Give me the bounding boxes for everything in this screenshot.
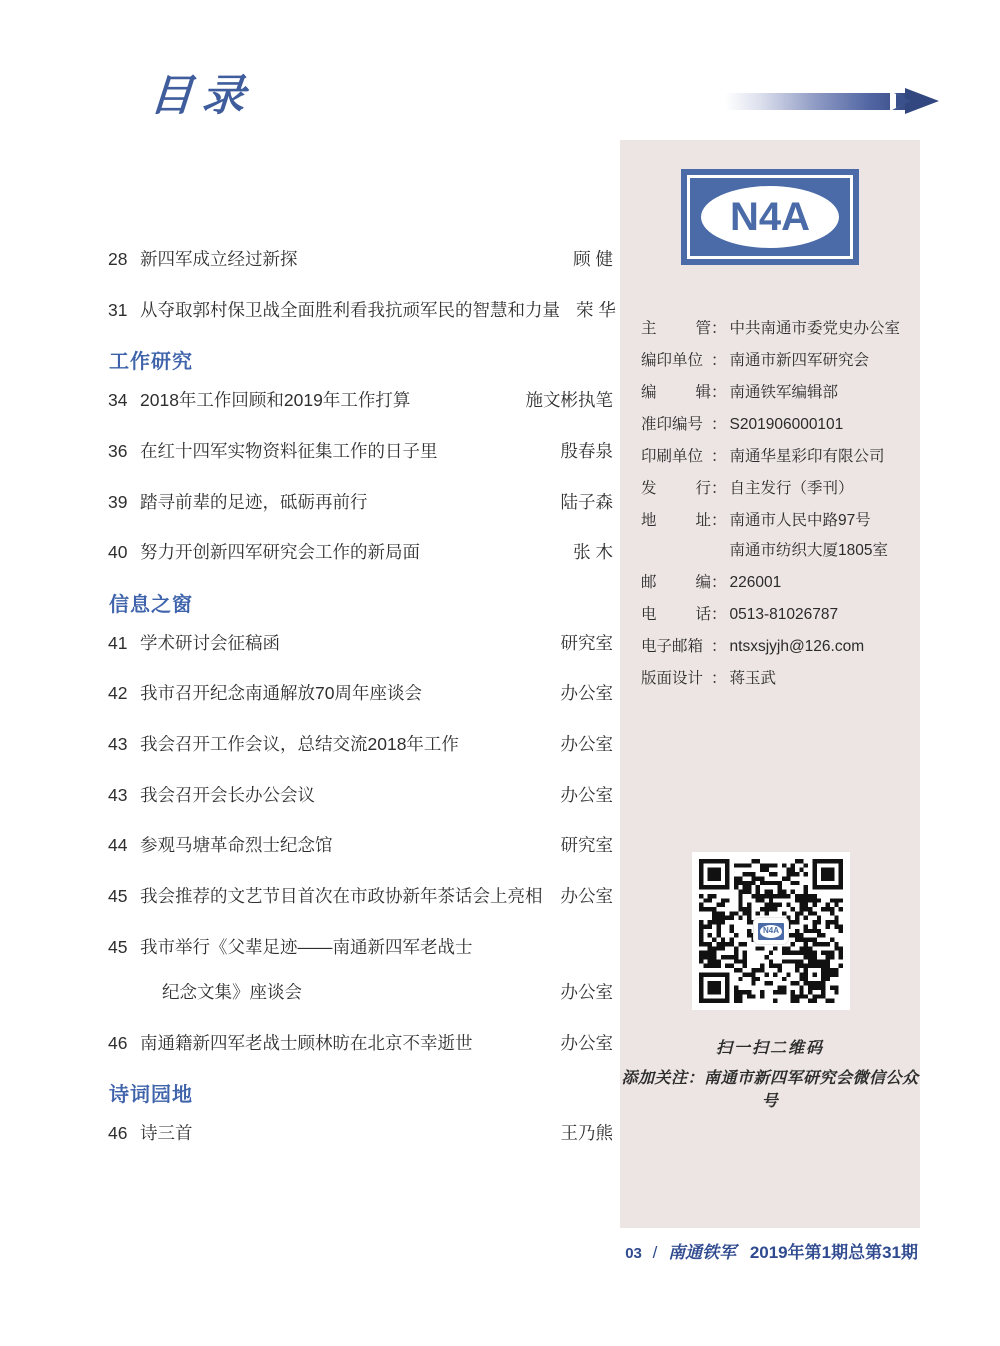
toc-entry-title: 努力开创新四军研究会工作的新局面: [140, 542, 420, 563]
masthead-value: 自主发行（季刊）: [729, 480, 854, 497]
toc-entry[interactable]: [108, 682, 613, 706]
toc-entry[interactable]: [108, 784, 613, 808]
toc-entry-author: 顾 健: [573, 249, 613, 269]
toc-entry-page: 46: [108, 1123, 128, 1144]
toc-entry[interactable]: [108, 885, 613, 909]
masthead-label: 版面设计: [641, 670, 704, 687]
masthead-colon: ：: [711, 670, 727, 687]
masthead-row: [641, 417, 903, 433]
n4a-logo-text: N4A: [729, 195, 811, 239]
masthead-value: 南通市纺织大厦1805室: [729, 542, 888, 559]
qr-pattern-icon: [699, 859, 843, 1003]
masthead-value: 南通市新四军研究会: [729, 352, 870, 369]
toc-entry-page: 45: [108, 936, 128, 957]
masthead-value: 南通华星彩印有限公司: [729, 448, 885, 465]
masthead-label: 邮 编: [641, 574, 711, 591]
masthead-row: [641, 353, 903, 369]
qr-caption: [620, 1035, 920, 1111]
toc-entry-title: 2018年工作回顾和2019年工作打算: [140, 390, 411, 411]
toc-entry-author: 研究室: [560, 632, 613, 653]
toc-entry-author: 王乃熊: [560, 1123, 613, 1144]
masthead-row: [641, 575, 903, 591]
masthead-label: 印刷单位: [641, 448, 704, 465]
masthead-colon: ：: [711, 448, 727, 465]
masthead-label: 编印单位: [641, 352, 704, 369]
toc-entry-page: 44: [108, 835, 128, 856]
toc-entry-page: 36: [108, 440, 128, 461]
qr-center-logo-icon: [754, 918, 788, 944]
toc-entry-page: 41: [108, 632, 128, 653]
masthead-label: 准印编号: [641, 416, 704, 433]
masthead-label: 发 行: [641, 480, 711, 497]
page-title: 目录: [148, 73, 256, 120]
toc-entry-page: 42: [108, 683, 128, 704]
toc-entry[interactable]: [108, 541, 613, 565]
masthead-row: [641, 671, 903, 687]
toc-entry-title: 南通籍新四军老战士顾林昉在北京不幸逝世: [140, 1032, 473, 1053]
toc-entry[interactable]: [108, 491, 613, 515]
masthead-value: 中共南通市委党史办公室: [729, 320, 901, 337]
masthead-row: [641, 449, 903, 465]
toc-entry-title: 在红十四军实物资料征集工作的日子里: [140, 440, 438, 461]
toc-entry-author: 办公室: [560, 683, 613, 704]
toc-entry-page: 39: [108, 491, 128, 512]
toc-entry-title: 我市举行《父辈足迹——南通新四军老战士: [140, 936, 473, 957]
toc-entry-page: 43: [108, 784, 128, 805]
toc-entry-title: 我市召开纪念南通解放70周年座谈会: [140, 683, 422, 704]
toc-entry-author: 殷春泉: [560, 440, 613, 461]
toc-entry[interactable]: [108, 834, 613, 858]
toc-entry-page: 31: [108, 299, 128, 320]
footer-issue-info: 2019年第1期总第31期: [749, 1243, 918, 1262]
masthead-value: 226001: [729, 574, 782, 591]
masthead-colon: ：: [711, 638, 727, 655]
toc-entry-page: 45: [108, 885, 128, 906]
toc-entry[interactable]: [108, 248, 613, 272]
page-footer: [0, 1238, 1000, 1263]
toc-entry-title: 诗三首: [140, 1123, 193, 1144]
masthead-label: 地 址: [641, 512, 711, 529]
toc-entry[interactable]: [108, 981, 613, 1005]
toc-section-heading: 工作研究: [109, 351, 193, 374]
toc-entry-title: 从夺取郭村保卫战全面胜利看我抗顽军民的智慧和力量: [140, 299, 560, 320]
header-arrow-bar: [725, 93, 915, 110]
table-of-contents: [108, 248, 616, 1173]
header-arrow-notch-inner-icon: [896, 94, 911, 108]
toc-entry-author: 荣 华: [576, 299, 616, 320]
masthead-label: 电子邮箱: [641, 638, 704, 655]
toc-entry-author: 研究室: [560, 835, 613, 856]
masthead-colon: ：: [711, 416, 727, 433]
toc-entry[interactable]: [108, 299, 616, 323]
masthead-row: [641, 385, 903, 401]
toc-entry-author: 张 木: [573, 542, 613, 563]
masthead-value: 南通铁军编辑部: [729, 384, 839, 401]
toc-entry-author: 办公室: [560, 982, 613, 1003]
footer-magazine-name: 南通铁军: [668, 1243, 737, 1262]
masthead-row: [641, 639, 903, 655]
masthead-label: 编 辑: [641, 384, 711, 401]
footer-separator: /: [652, 1243, 658, 1262]
toc-entry-title: 参观马塘革命烈士纪念馆: [140, 835, 333, 856]
toc-entry-author: 施文彬执笔: [525, 390, 613, 411]
toc-section-heading: 诗词园地: [109, 1084, 193, 1107]
footer-page-number: 03: [625, 1245, 642, 1262]
toc-entry[interactable]: [108, 632, 613, 656]
masthead-colon: ：: [711, 512, 727, 529]
masthead-label: 电 话: [641, 606, 711, 623]
qr-caption-line-2: 添加关注：南通市新四军研究会微信公众号: [621, 1070, 919, 1110]
masthead-panel: [620, 140, 920, 1228]
toc-entry-title: 学术研讨会征稿函: [140, 632, 280, 653]
masthead-colon: ：: [711, 320, 727, 337]
masthead-row: [641, 481, 903, 497]
toc-entry-title: 踏寻前辈的足迹，砥砺再前行: [140, 491, 368, 512]
qr-caption-line-1: 扫一扫二维码: [715, 1040, 824, 1057]
masthead-value: 0513-81026787: [729, 606, 839, 623]
toc-entry[interactable]: [108, 936, 613, 960]
toc-entry[interactable]: [108, 1032, 613, 1056]
masthead-colon: ：: [711, 384, 727, 401]
toc-section-heading: 信息之窗: [109, 593, 193, 616]
toc-entry-title: 新四军成立经过新探: [140, 249, 298, 269]
masthead-value: 蒋玉武: [729, 670, 777, 687]
toc-entry[interactable]: [108, 1122, 613, 1146]
masthead-colon: ：: [711, 606, 727, 623]
masthead-value: ntsxsjyjh@126.com: [729, 638, 865, 655]
qr-center-logo-text: N4A: [762, 926, 779, 935]
toc-entry[interactable]: [108, 389, 613, 413]
toc-entry-title: 我会推荐的文艺节目首次在市政协新年茶话会上亮相: [140, 885, 543, 906]
masthead-value: 南通市人民中路97号: [729, 512, 871, 529]
toc-entry-author: 办公室: [560, 1032, 613, 1053]
masthead-label: 主 管: [641, 320, 711, 337]
masthead-row: [641, 607, 903, 623]
toc-entry-author: 办公室: [560, 734, 613, 754]
wechat-qr-code[interactable]: [692, 852, 850, 1010]
toc-entry-author: 陆子森: [560, 491, 613, 512]
masthead-info-list: [641, 321, 903, 703]
toc-entry-title: 我会召开工作会议，总结交流2018年工作: [140, 734, 459, 754]
masthead-colon: ：: [711, 480, 727, 497]
toc-entry-page: 40: [108, 542, 128, 563]
toc-entry[interactable]: [108, 440, 613, 464]
masthead-row: [641, 513, 903, 529]
n4a-logo-icon: [681, 169, 859, 265]
masthead-row: [641, 543, 903, 559]
toc-entry-author: 办公室: [560, 885, 613, 906]
masthead-colon: ：: [711, 574, 727, 591]
masthead-row: [641, 321, 903, 337]
toc-entry[interactable]: [108, 733, 613, 757]
masthead-value: S201906000101: [729, 416, 844, 433]
toc-entry-page: 43: [108, 734, 128, 754]
toc-entry-page: 34: [108, 390, 128, 411]
masthead-colon: ：: [711, 352, 727, 369]
toc-entry-page: 28: [108, 249, 128, 269]
toc-entry-title: 我会召开会长办公会议: [140, 784, 315, 805]
toc-entry-page: 46: [108, 1032, 128, 1053]
toc-entry-title: 纪念文集》座谈会: [162, 982, 302, 1003]
toc-entry-author: 办公室: [560, 784, 613, 805]
